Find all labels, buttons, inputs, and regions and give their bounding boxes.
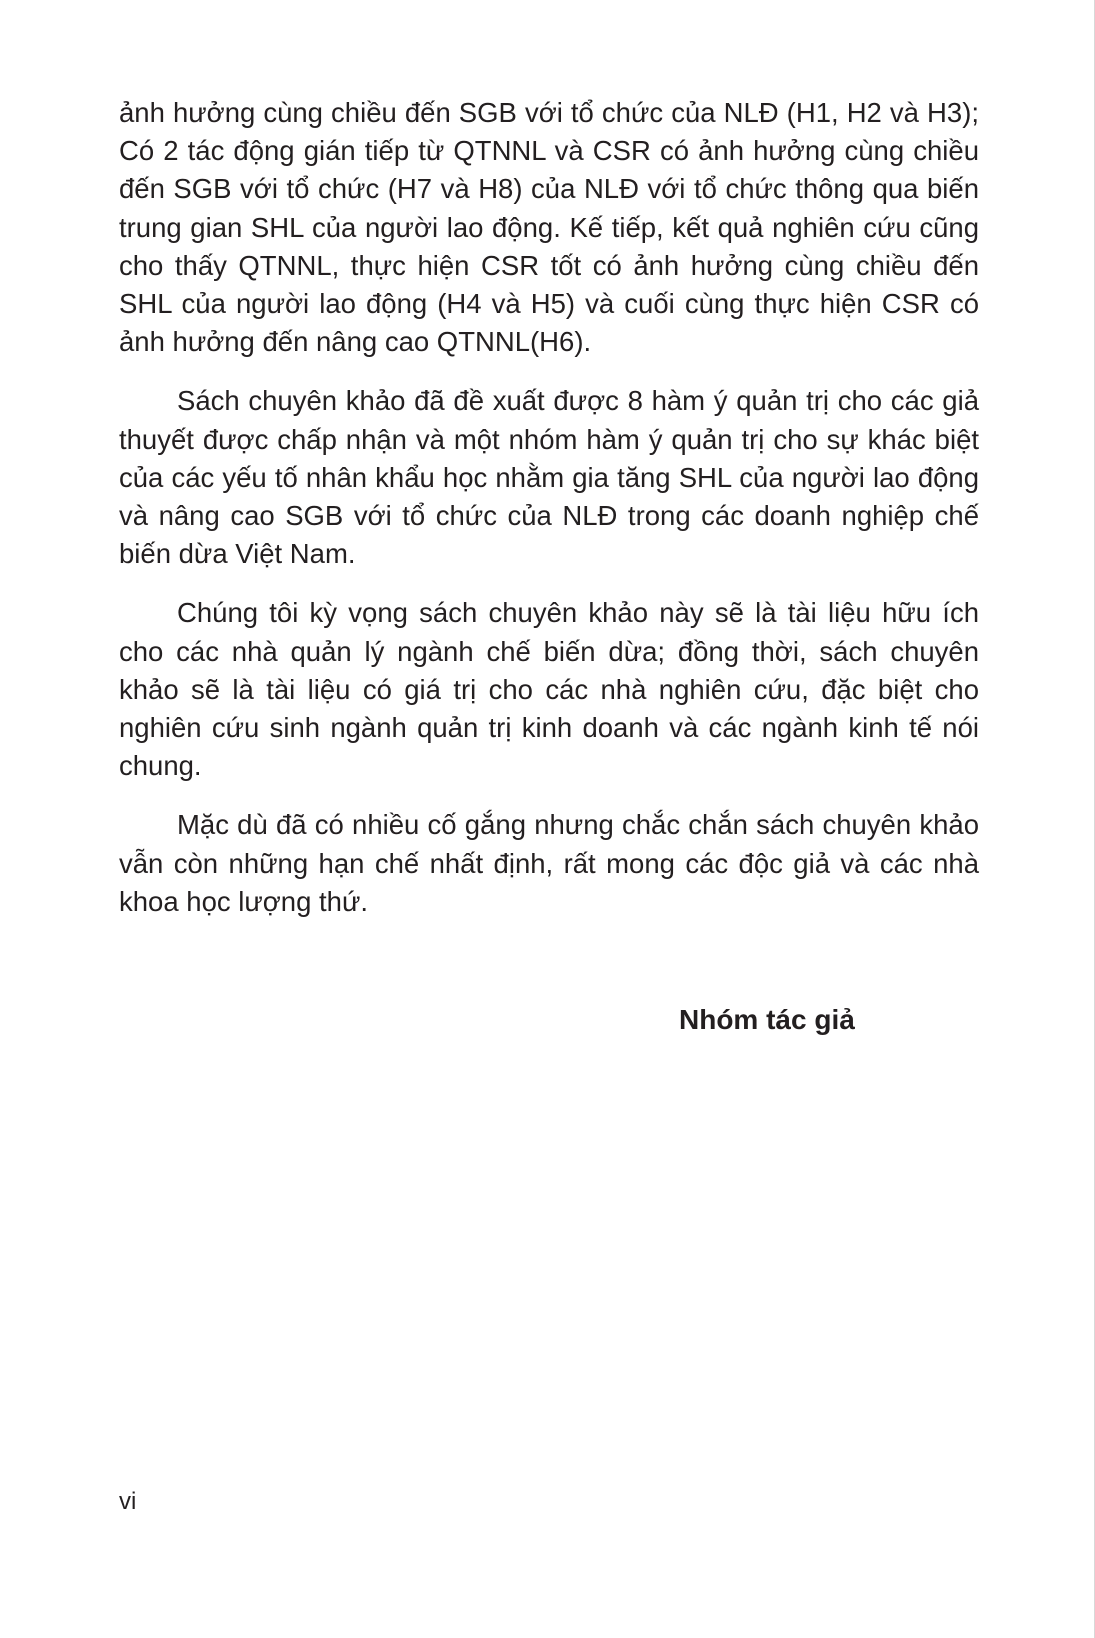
paragraph-proposals: Sách chuyên khảo đã đề xuất được 8 hàm ý quản trị cho các giả thuyết được chấp nhận và một nhóm hàm ý quản trị cho sự khác biệt của các yếu tố nhân khẩu học nhằm gia tăng SHL của người lao động và nâng cao SGB với tổ chức của NLĐ trong các doanh nghiệp chế biến dừa Việt Nam. bbox=[119, 385, 979, 570]
author-signature: Nhóm tác giả bbox=[679, 1004, 855, 1035]
body-text bbox=[119, 94, 979, 942]
paragraph-limitations: Mặc dù đã có nhiều cố gắng nhưng chắc chắn sách chuyên khảo vẫn còn những hạn chế nhất định, rất mong các độc giả và các nhà khoa học lượng thứ. bbox=[119, 809, 979, 917]
paragraph-continuation: ảnh hưởng cùng chiều đến SGB với tổ chức của NLĐ (H1, H2 và H3); Có 2 tác động gián tiếp từ QTNNL và CSR có ảnh hưởng cùng chiều đến SGB với tổ chức (H7 và H8) của NLĐ với tổ chức thông qua biến trung gian SHL của người lao động. Kế tiếp, kết quả nghiên cứu cũng cho thấy QTNNL, thực hiện CSR tốt có ảnh hưởng cùng chiều đến SHL của người lao động (H4 và H5) và cuối cùng thực hiện CSR có ảnh hưởng đến nâng cao QTNNL(H6). bbox=[119, 97, 979, 358]
page-number: vi bbox=[119, 1488, 137, 1515]
paragraph-expectations: Chúng tôi kỳ vọng sách chuyên khảo này sẽ là tài liệu hữu ích cho các nhà quản lý ngành chế biến dừa; đồng thời, sách chuyên khảo sẽ là tài liệu có giá trị cho các nhà nghiên cứu, đặc biệt cho nghiên cứu sinh ngành quản trị kinh doanh và các ngành kinh tế nói chung. bbox=[119, 597, 979, 782]
